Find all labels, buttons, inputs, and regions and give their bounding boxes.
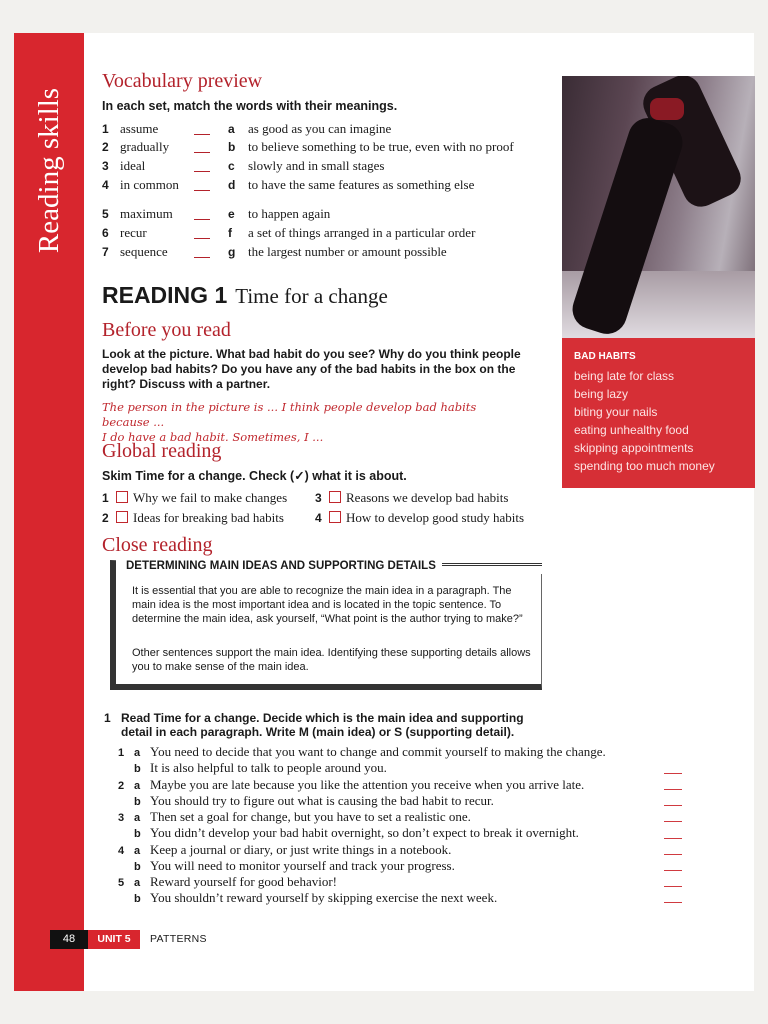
list-item: b You will need to monitor yourself and track your progress. (134, 858, 455, 873)
vocab-row: 5 maximum (102, 206, 173, 221)
list-item: b You shouldn’t reward yourself by skipping exercise the next week. (134, 890, 498, 905)
sidebar-title: Reading skills (33, 87, 66, 253)
list-item: b It is also helpful to talk to people around you. (134, 760, 387, 775)
unit-badge: UNIT 5 (88, 930, 140, 949)
answer-blank[interactable] (664, 886, 682, 887)
answer-blank[interactable] (194, 190, 210, 191)
option-row: 2 Ideas for breaking bad habits (102, 510, 284, 525)
exercise-instruction-line-2: detail in each paragraph. Write M (main idea) or S (supporting detail). (121, 725, 515, 739)
list-item: b You should try to figure out what is causing the bad habit to recur. (134, 793, 494, 808)
vocab-row: 4 in common (102, 177, 179, 192)
running-person-photo (562, 76, 755, 338)
checkbox[interactable] (116, 491, 128, 503)
handwritten-answer: The person in the picture is ... I think people develop bad habits because ... I do have a bad habit. Sometimes, I ... (102, 400, 477, 444)
answer-blank[interactable] (664, 870, 682, 871)
answer-blank[interactable] (664, 821, 682, 822)
checkbox[interactable] (329, 511, 341, 523)
list-item: being late for class (574, 369, 675, 383)
vocab-row: 3 ideal (102, 158, 146, 173)
answer-blank[interactable] (194, 152, 210, 153)
vocab-row: 1 assume (102, 121, 159, 136)
vocab-row: 6 recur (102, 225, 147, 240)
section-name: PATTERNS (150, 933, 207, 945)
answer-blank[interactable] (664, 773, 682, 774)
list-item: eating unhealthy food (574, 423, 689, 437)
list-item: 2 a Maybe you are late because you like the attention you receive when you arrive late. (118, 777, 585, 792)
option-row: 3 Reasons we develop bad habits (315, 490, 509, 505)
bad-habits-box (562, 338, 755, 488)
before-instruction: Look at the picture. What bad habit do you see? Why do you think people develop bad habits? Do you have any of the bad habits in the box on the right? Discuss with a partner. (102, 347, 521, 391)
option-row: 1 Why we fail to make changes (102, 490, 288, 505)
answer-blank[interactable] (194, 134, 210, 135)
answer-blank[interactable] (194, 257, 210, 258)
list-item: being lazy (574, 387, 629, 401)
page-number: 48 (50, 930, 88, 949)
skill-title: DETERMINING MAIN IDEAS AND SUPPORTING DETAILS (126, 560, 442, 572)
list-item: biting your nails (574, 405, 658, 419)
answer-blank[interactable] (664, 789, 682, 790)
checkbox[interactable] (116, 511, 128, 523)
skill-box (110, 560, 542, 690)
list-item: skipping appointments (574, 441, 694, 455)
checkbox[interactable] (329, 491, 341, 503)
answer-blank[interactable] (664, 902, 682, 903)
vocab-instruction: In each set, match the words with their meanings. (102, 99, 398, 113)
vocab-heading: Vocabulary preview (102, 70, 263, 92)
exercise-instruction-line-1: Read Time for a change. Decide which is the main idea and supporting (121, 711, 524, 725)
skill-paragraph-2: Other sentences support the main idea. Identifying these supporting details allows you to make sense of the main idea. (132, 647, 531, 673)
global-heading: Global reading (102, 440, 222, 462)
close-heading: Close reading (102, 534, 213, 556)
bad-habits-list (574, 367, 715, 475)
exercise-number: 1 (104, 711, 111, 725)
list-item: 3 a Then set a goal for change, but you have to set a realistic one. (118, 809, 471, 824)
answer-blank[interactable] (194, 171, 210, 172)
answer-blank[interactable] (194, 219, 210, 220)
option-row: 4 How to develop good study habits (315, 510, 525, 525)
answer-blank[interactable] (664, 854, 682, 855)
answer-blank[interactable] (664, 805, 682, 806)
list-item: 5 a Reward yourself for good behavior! (118, 874, 337, 889)
answer-blank[interactable] (664, 838, 682, 839)
list-item: 4 a Keep a journal or diary, or just write things in a notebook. (118, 842, 452, 857)
before-heading: Before you read (102, 319, 231, 341)
answer-blank[interactable] (194, 238, 210, 239)
skill-paragraph-1: It is essential that you are able to recognize the main idea in a paragraph. The main idea is the most important idea and is located in the topic sentence. To determine the main idea, ask yourself, “What point is the author trying to make?” (132, 585, 523, 625)
list-item: b You didn’t develop your bad habit overnight, so don’t expect to break it overnight. (134, 825, 579, 840)
bad-habits-title: BAD HABITS (574, 351, 636, 362)
vocab-row: 7 sequence (102, 244, 168, 259)
global-instruction: Skim Time for a change. Check (✓) what it is about. (102, 469, 407, 483)
list-item: 1 a You need to decide that you want to change and commit yourself to making the change. (118, 744, 606, 759)
vocab-row: 2 gradually (102, 139, 170, 154)
reading-title: READING 1 Time for a change (102, 282, 388, 308)
list-item: spending too much money (574, 459, 715, 473)
